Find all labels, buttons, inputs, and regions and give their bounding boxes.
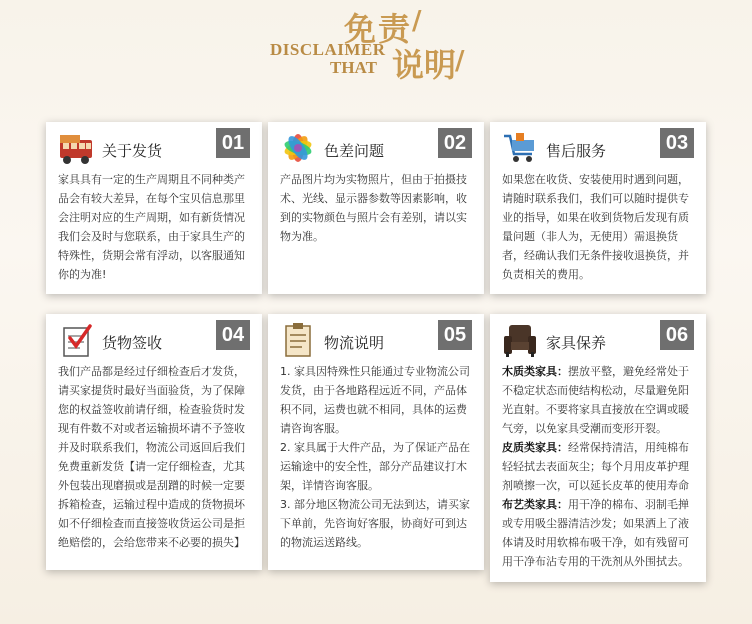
logistics-item-1: 1. 家具因特殊性只能通过专业物流公司发货，由于各地路程远近不同，产品体积不同，运费也就不相同，具体的运费请咨询客服。 [280, 365, 470, 435]
title-cn-top: 免责 [344, 10, 413, 48]
card-text [490, 362, 706, 579]
card-title: 家具保养 [546, 334, 607, 352]
card-title: 色差问题 [324, 142, 385, 160]
card-text: 家具具有一定的生产周期且不同种类产品会有较大差异，在每个宝贝信息那里会注明对应的生产周期，如有新货情况我们会及时与您联系，由于家具生产的特殊性，货期会常有浮动，以客服通知你的为准! [58, 173, 245, 281]
decorative-slash: / [455, 46, 465, 76]
maintenance-item-leather [502, 438, 696, 495]
item-label: 皮质类家具： [502, 441, 568, 454]
item-text: 经常保持清洁，用纯棉布轻轻拭去表面灰尘；每个月用皮革护理剂喷擦一次，可以延长皮革的使用寿命 [502, 441, 689, 492]
card-receipt [46, 314, 262, 570]
item-text: 摆放平整，避免经常处于不稳定状态而使结构松动，尽量避免阳光直射。不要将家具直接放在空调或暖气旁，以免家具受潮而变形开裂。 [502, 365, 689, 435]
maintenance-item-wood [502, 362, 696, 438]
item-text: 用干净的棉布、羽制毛掸或专用吸尘器清洁沙发；如果洒上了液体请及时用软棉布吸干净，如有残留可用干净布沾专用的干洗剂从外围拭去。 [502, 498, 689, 568]
shopping-cart-icon [502, 130, 538, 166]
card-number: 04 [216, 320, 250, 350]
clipboard-document-icon [280, 322, 316, 358]
card-number: 02 [438, 128, 472, 158]
item-label: 布艺类家具： [502, 498, 568, 511]
card-color-difference [268, 122, 484, 294]
card-after-sales [490, 122, 706, 294]
card-title: 关于发货 [102, 142, 163, 160]
card-number: 01 [216, 128, 250, 158]
logistics-item-3: 3. 部分地区物流公司无法到达，请买家下单前，先咨询好客服，协商好可到达的物流运送路线。 [280, 498, 470, 549]
card-number: 05 [438, 320, 472, 350]
card-title: 物流说明 [324, 334, 385, 352]
color-wheel-icon [280, 130, 316, 166]
card-title: 货物签收 [102, 334, 163, 352]
decorative-slash: / [412, 6, 422, 36]
card-text [268, 362, 484, 560]
card-text: 我们产品都是经过仔细检查后才发货，请买家提货时最好当面验货，为了保障您的权益签收前请仔细，检查验货时发现有件数不对或者运输损坏请不予签收并及时联系我们，物流公司返回后我们免费重新发货【请一定仔细检查，尤其外包装出现磨损或是刮蹭的时候一定要拆箱检查，运输过程中造成的货物损坏如不仔细检查而直接签收货运公司是拒绝赔偿的，会给您带来不必要的损失】 [58, 365, 245, 549]
card-number: 03 [660, 128, 694, 158]
card-title: 售后服务 [546, 142, 607, 160]
logistics-item-2: 2. 家具属于大件产品，为了保证产品在运输途中的安全性，部分产品建议打木架，详情咨询客服。 [280, 441, 470, 492]
checklist-icon [58, 322, 94, 358]
card-number: 06 [660, 320, 694, 350]
title-en-that: THAT [330, 58, 377, 77]
item-label: 木质类家具： [502, 365, 568, 378]
card-maintenance [490, 314, 706, 582]
card-text: 如果您在收货、安装使用时遇到问题，请随时联系我们，我们可以随时提供专业的指导，如果在收到货物后发现有质量问题（非人为，无使用）需退换货者，经确认我们无条件接收退换货，并负责相关的费用。 [502, 173, 689, 281]
card-delivery [46, 122, 262, 294]
title-cn-bottom: 说明 [392, 46, 457, 84]
disclaimer-header [0, 0, 752, 90]
title-en-disclaimer: DISCLAIMER [270, 40, 386, 59]
card-logistics [268, 314, 484, 570]
armchair-icon [502, 322, 538, 358]
card-text: 产品图片均为实物照片，但由于拍摄技术、光线、显示器参数等因素影响，收到的实物颜色与照片会有差别，请以实物为准。 [280, 173, 467, 243]
delivery-truck-icon [58, 130, 94, 166]
maintenance-item-fabric [502, 495, 696, 571]
